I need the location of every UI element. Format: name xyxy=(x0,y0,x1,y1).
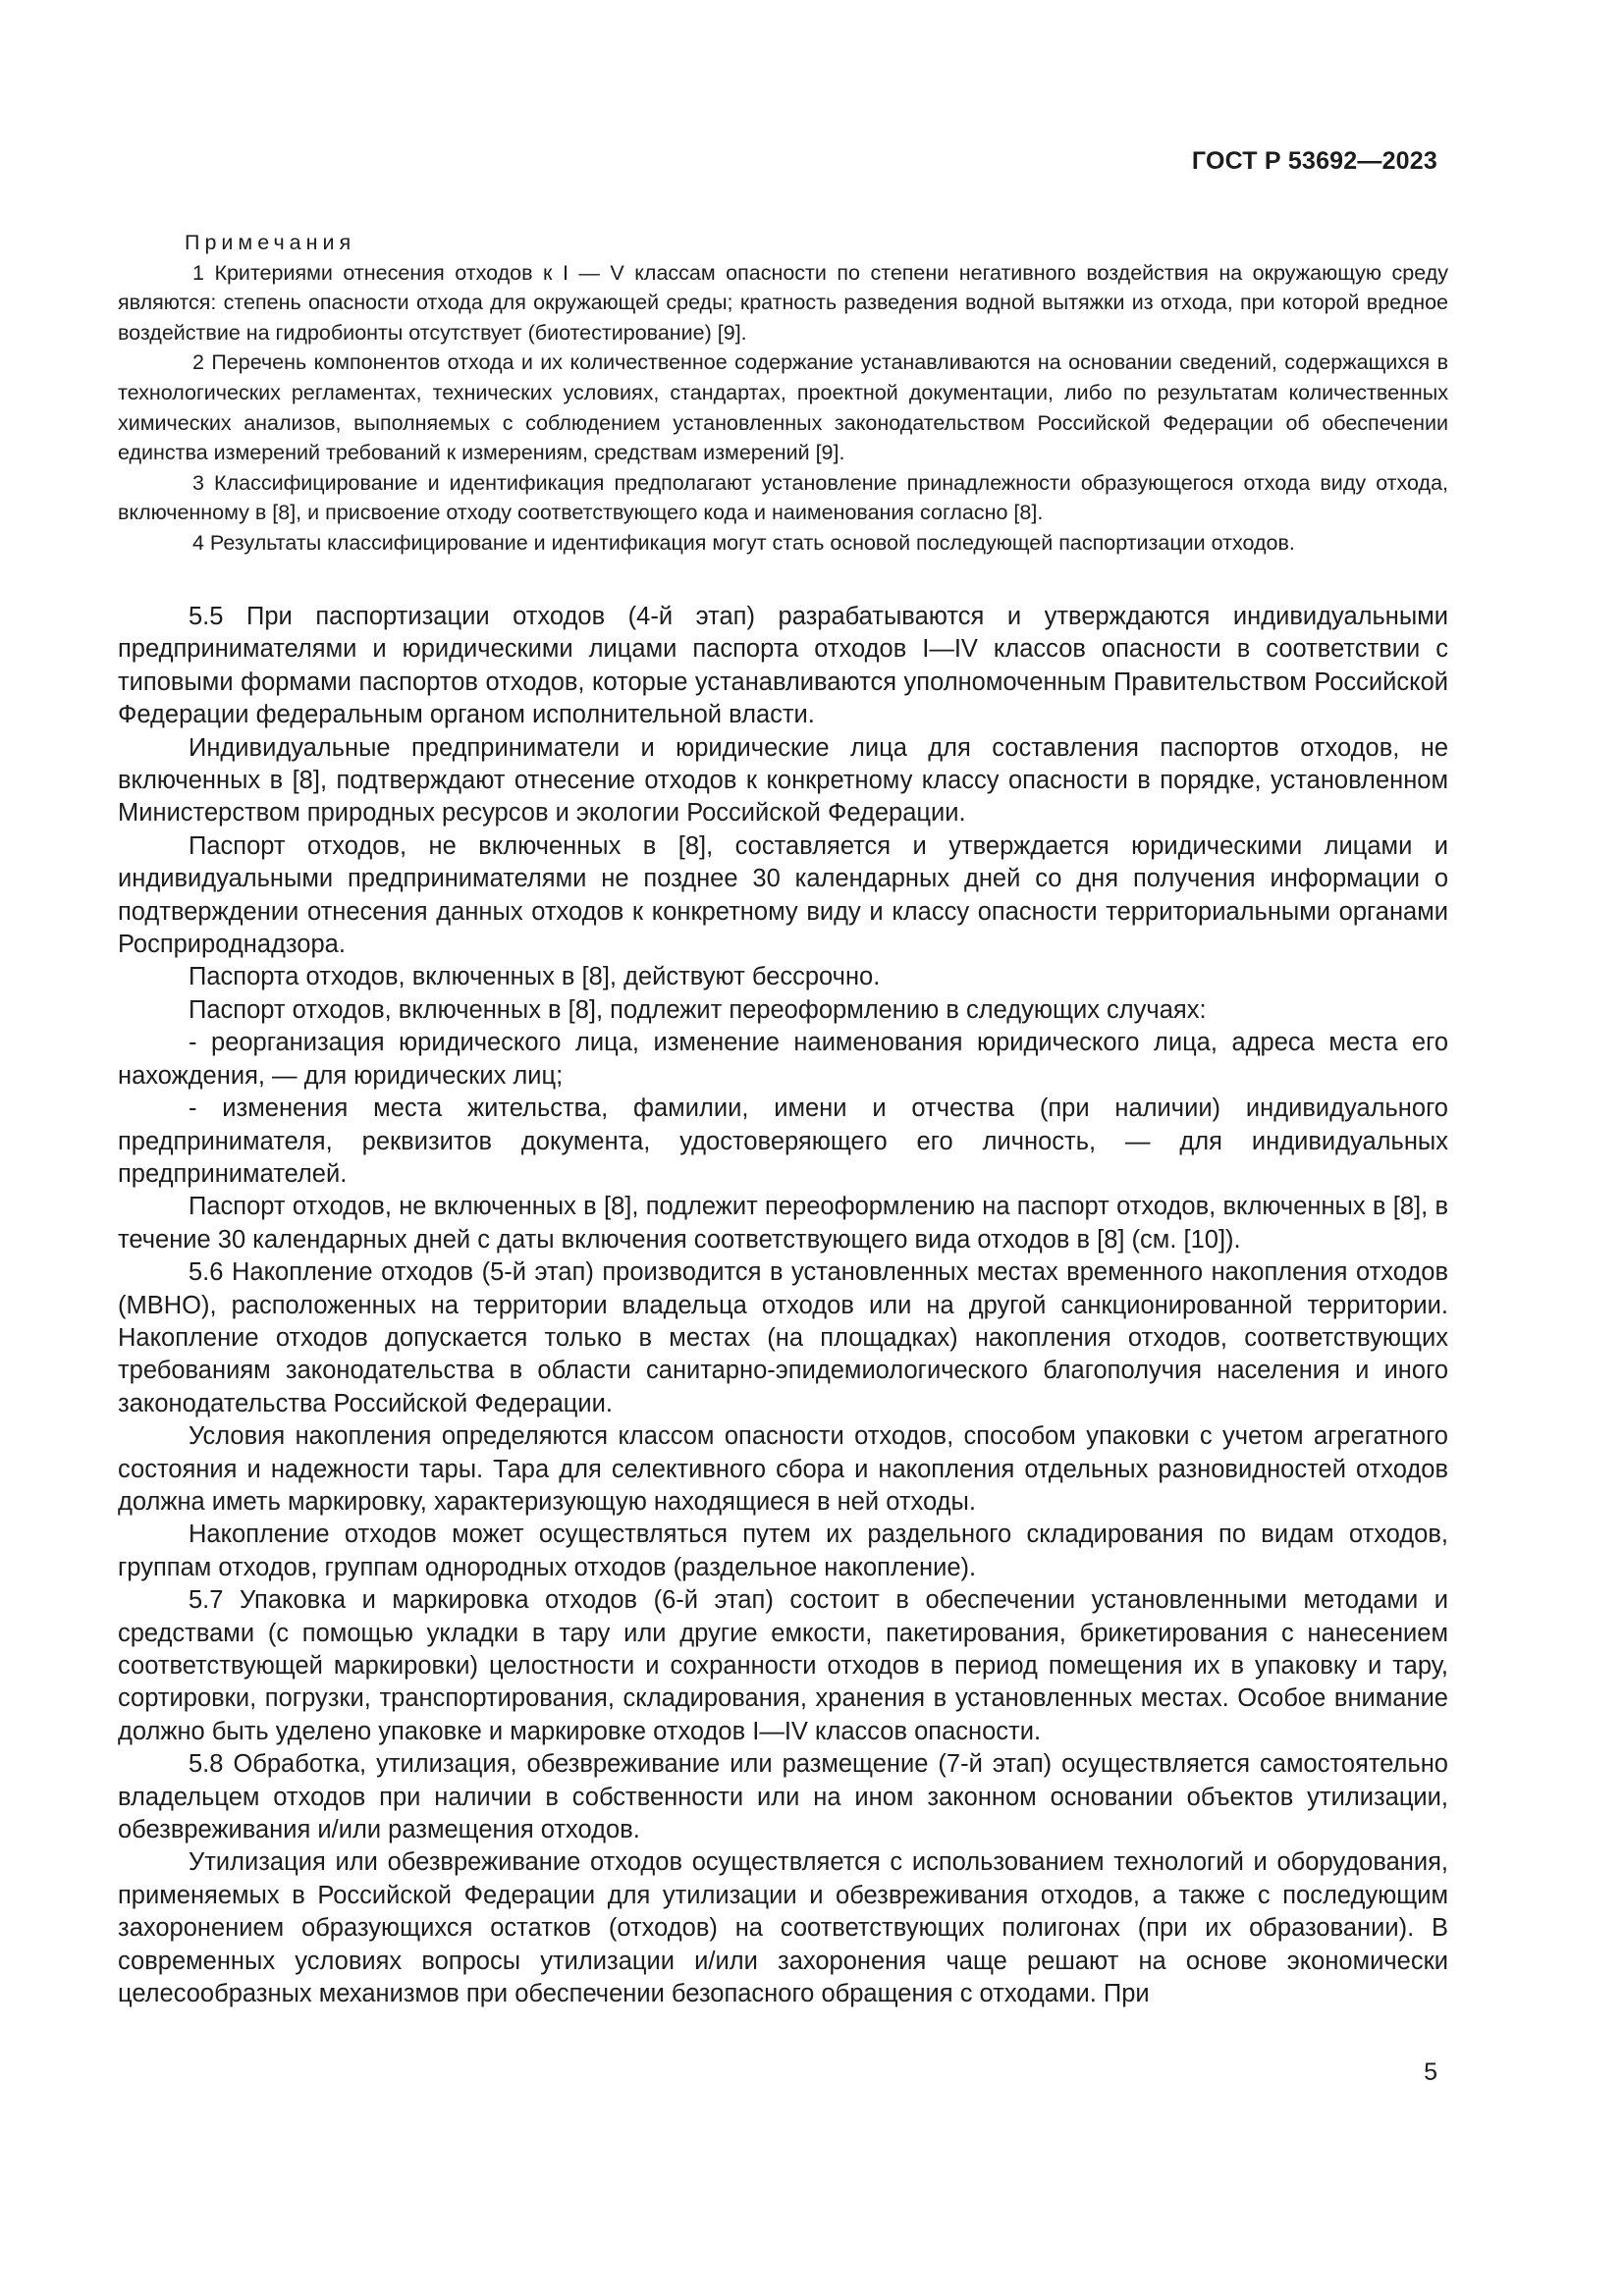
paragraph: Индивидуальные предприниматели и юридические лица для составления паспортов отходов, не включенных в [8], подтверждают отнесение отходов к конкретному классу опасности в порядке, установленном Министерством природных ресурсов и экологии Российской Федерации. xyxy=(118,733,1448,828)
note-item-2: 2 Перечень компонентов отхода и их количественное содержание устанавливаются на основании сведений, содержащихся в технологических регламентах, технических условиях, стандартах, проектной документации, либо по результатам количественных химических анализов, выполняемых с соблюдением установленных законодательством Российской Федерации об обеспечении единства измерений требований к измерениям, средствам измерений [9]. xyxy=(118,350,1448,465)
document-code-header: ГОСТ Р 53692—2023 xyxy=(1191,147,1437,175)
note-item-3: 3 Классифицирование и идентификация предполагают установление принадлежности образующегося отхода виду отхода, включенному в [8], и присвоение отходу соответствующего кода и наименования согласно [8]. xyxy=(118,470,1448,525)
note-item-1: 1 Критериями отнесения отходов к I — V классам опасности по степени негативного воздействия на окружающую среду являются: степень опасности отхода для окружающей среды; кратность разведения водной вытяжки из отхода, при которой вредное воздействие на гидробионты отсутствует (биотестирование) [9]. xyxy=(118,260,1448,345)
paragraph: Паспорт отходов, не включенных в [8], подлежит переоформлению на паспорт отходов, включенных в [8], в течение 30 календарных дней с даты включения соответствующего вида отходов в [8] (см. [10]). xyxy=(118,1193,1448,1254)
paragraph-5-5: 5.5 При паспортизации отходов (4-й этап) разрабатываются и утверждаются индивидуальными предпринимателями и юридическими лицами паспорта отходов I—IV классов опасности в соответствии с типовыми формами паспортов отходов, которые устанавливаются уполномоченным Правительством Российской Федерации федеральным органом исполнительной власти. xyxy=(118,603,1448,729)
notes-title: Примечания xyxy=(185,231,356,254)
paragraph: Паспорт отходов, не включенных в [8], составляется и утверждается юридическими лицами и индивидуальными предпринимателями не позднее 30 календарных дней со дня получения информации о подтверждении отнесения данных отходов к конкретному виду и классу опасности территориальными органами Росприроднадзора. xyxy=(118,831,1448,959)
paragraph: Накопление отходов может осуществляться путем их раздельного складирования по видам отходов, группам отходов, группам однородных отходов (раздельное накопление). xyxy=(118,1521,1448,1581)
paragraph-5-6: 5.6 Накопление отходов (5-й этап) производится в установленных местах временного накопления отходов (МВНО), расположенных на территории владельца отходов или на другой санкционированной территории. Накопление отходов допускается только в местах (на площадках) накопления отходов, соответствующих требованиям законодательства в области санитарно-эпидемиологического благополучия населения и иного законодательства Российской Федерации. xyxy=(118,1258,1448,1417)
paragraph-5-8: 5.8 Обработка, утилизация, обезвреживание или размещение (7-й этап) осуществляется самостоятельно владельцем отходов при наличии в собственности или на ином законном основании объектов утилизации, обезвреживания и/или размещения отходов. xyxy=(118,1750,1448,1844)
list-item: - изменения места жительства, фамилии, имени и отчества (при наличии) индивидуального предпринимателя, реквизитов документа, удостоверяющего его личность, — для индивидуальных предпринимателей. xyxy=(118,1095,1448,1188)
main-text xyxy=(118,601,1448,2010)
paragraph-5-7: 5.7 Упаковка и маркировка отходов (6-й этап) состоит в обеспечении установленными методами и средствами (с помощью укладки в тару или другие емкости, пакетирования, брикетирования с нанесением соответствующей маркировки) целостности и сохранности отходов в период помещения их в упаковку и тару, сортировки, погрузки, транспортирования, складирования, хранения в установленных местах. Особое внимание должно быть уделено упаковке и маркировке отходов I—IV классов опасности. xyxy=(118,1586,1448,1745)
note-item-4: 4 Результаты классифицирование и идентификация могут стать основой последующей паспортизации отходов. xyxy=(192,530,1295,555)
paragraph: Условия накопления определяются классом опасности отходов, способом упаковки с учетом агрегатного состояния и надежности тары. Тара для селективного сбора и накопления отдельных разновидностей отходов должна иметь маркировку, характеризующую находящиеся в ней отходы. xyxy=(118,1422,1448,1516)
paragraph: Паспорта отходов, включенных в [8], действуют бессрочно. xyxy=(189,963,881,991)
list-item: - реорганизация юридического лица, изменение наименования юридического лица, адреса места его нахождения, — для юридических лиц; xyxy=(118,1029,1448,1090)
paragraph: Утилизация или обезвреживание отходов осуществляется с использованием технологий и оборудования, применяемых в Российской Федерации для утилизации и обезвреживания отходов, а также с последующим захоронением образующихся остатков (отходов) на соответствующих полигонах (при их образовании). В современных условиях вопросы утилизации и/или захоронения чаще решают на основе экономически целесообразных механизмов при обеспечении безопасного обращения с отходами. При xyxy=(118,1848,1448,2008)
notes-block xyxy=(118,228,1448,559)
paragraph: Паспорт отходов, включенных в [8], подлежит переоформлению в следующих случаях: xyxy=(189,995,1207,1024)
page-number: 5 xyxy=(1424,2058,1437,2086)
